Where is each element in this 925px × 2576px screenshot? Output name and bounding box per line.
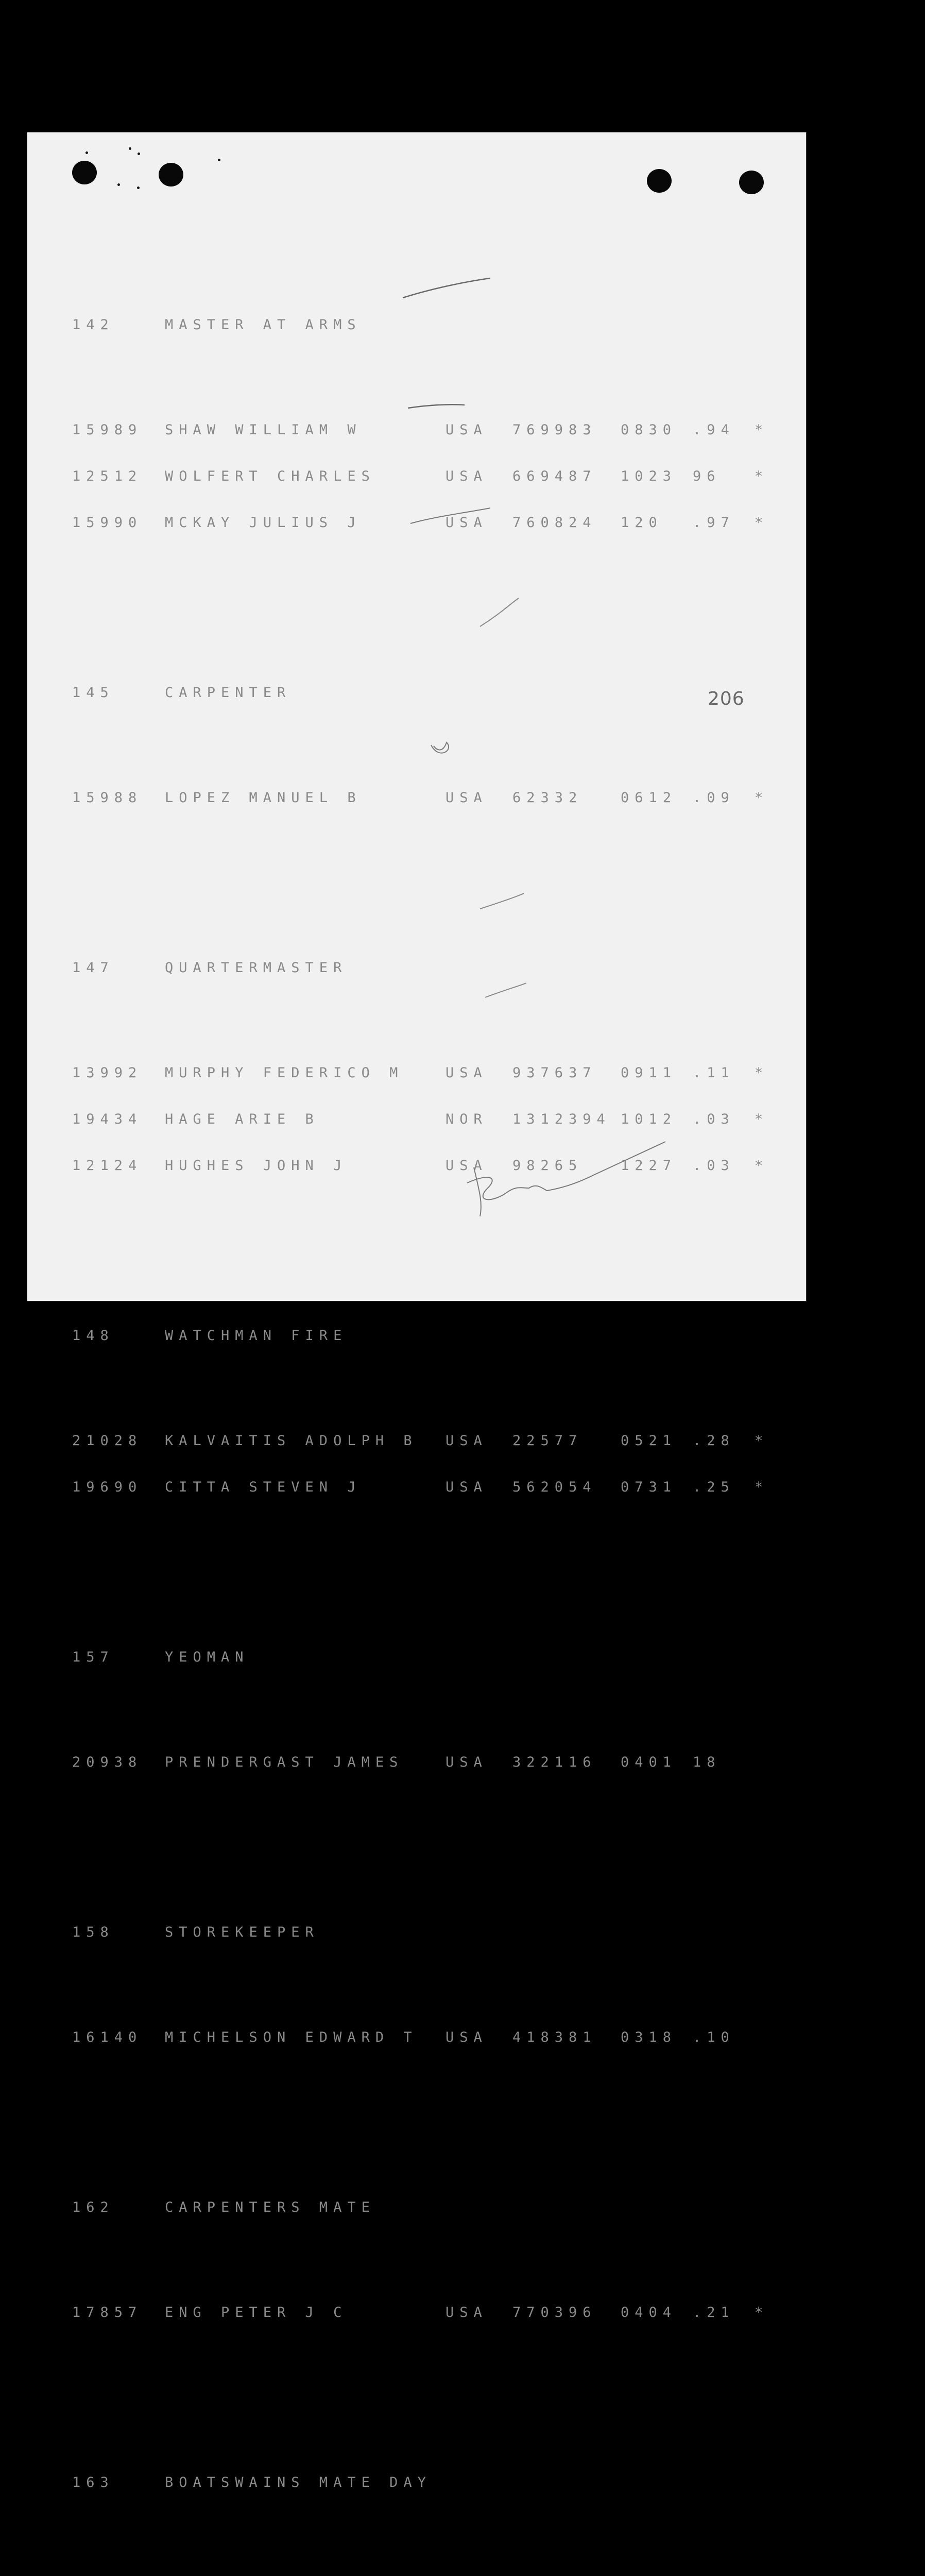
crew-row — [72, 515, 793, 531]
rating-section — [72, 654, 793, 868]
crew-name: MCKAY JULIUS J — [165, 515, 362, 531]
rating-header — [72, 317, 793, 333]
crew-id: 21028 — [72, 1433, 143, 1449]
crew-id: 12124 — [72, 1158, 143, 1174]
crew-name: WOLFERT CHARLES — [165, 468, 375, 484]
crew-flag — [755, 2030, 775, 2045]
crew-row — [72, 2305, 793, 2320]
rating-code: 148 — [72, 1328, 114, 1344]
crew-country: USA — [446, 468, 488, 484]
crew-row — [72, 790, 793, 806]
rating-section — [72, 1297, 793, 1557]
crew-date: 0521 — [621, 1433, 677, 1449]
service-number: 418381 — [512, 2029, 597, 2045]
document-page — [27, 132, 807, 2490]
crew-country: NOR — [446, 1111, 488, 1127]
crew-code: .03 — [693, 1158, 735, 1174]
rating-section — [72, 1894, 793, 2107]
rating-header — [72, 1925, 793, 1940]
crew-country: USA — [446, 1433, 488, 1449]
crew-flag: * — [755, 1479, 769, 1495]
crew-id: 19690 — [72, 1479, 143, 1495]
ink-speck — [129, 147, 131, 150]
crew-code: .10 — [693, 2029, 735, 2045]
crew-country: USA — [446, 515, 488, 531]
rating-code: 157 — [72, 1649, 114, 1665]
service-number: 937637 — [512, 1065, 597, 1081]
crew-flag: * — [755, 422, 769, 438]
punch-hole — [159, 163, 183, 187]
crew-date: 0401 — [621, 1754, 677, 1770]
crew-id: 20938 — [72, 1754, 143, 1770]
crew-id: 19434 — [72, 1111, 143, 1127]
crew-name: CITTA STEVEN J — [165, 1479, 362, 1495]
crew-date: 1023 — [621, 468, 677, 484]
crew-date: 0731 — [621, 1479, 677, 1495]
rating-header — [72, 685, 793, 701]
rating-header — [72, 2200, 793, 2215]
crew-flag: * — [755, 1433, 769, 1449]
rating-code: 163 — [72, 2475, 114, 2490]
crew-code: .21 — [693, 2304, 735, 2320]
crew-code: 96 — [693, 468, 721, 484]
crew-country: USA — [446, 1754, 488, 1770]
crew-id: 16140 — [72, 2029, 143, 2045]
service-number: 769983 — [512, 422, 597, 438]
crew-code: .28 — [693, 1433, 735, 1449]
ink-speck — [218, 159, 220, 161]
rating-section — [72, 286, 793, 592]
service-number: 62332 — [512, 790, 583, 806]
crew-date: 0404 — [621, 2304, 677, 2320]
rating-title: WATCHMAN FIRE — [165, 1328, 348, 1344]
crew-flag: * — [755, 515, 769, 531]
rating-header — [72, 1650, 793, 1665]
crew-name: SHAW WILLIAM W — [165, 422, 362, 438]
crew-code: .25 — [693, 1479, 735, 1495]
crew-flag — [755, 1755, 775, 1770]
ink-speck — [117, 183, 120, 186]
crew-flag: * — [755, 1111, 769, 1127]
crew-country: USA — [446, 2029, 488, 2045]
crew-flag: * — [755, 790, 769, 806]
crew-flag: * — [755, 1065, 769, 1081]
punch-hole — [72, 161, 97, 184]
rating-section — [72, 929, 793, 1235]
rating-header — [72, 1328, 793, 1344]
crew-date: 1012 — [621, 1111, 677, 1127]
crew-flag: * — [755, 2304, 769, 2320]
punch-hole — [739, 171, 764, 194]
service-number: 770396 — [512, 2304, 597, 2320]
crew-date: 1227 — [621, 1158, 677, 1174]
rating-code: 145 — [72, 685, 114, 701]
service-number: 98265 — [512, 1158, 583, 1174]
service-number: 22577 — [512, 1433, 583, 1449]
rating-title: BOATSWAINS MATE DAY — [165, 2475, 432, 2490]
crew-code: 18 — [693, 1754, 721, 1770]
crew-name: ENG PETER J C — [165, 2304, 348, 2320]
ink-speck — [137, 187, 140, 189]
crew-row — [72, 1065, 793, 1081]
rating-section — [72, 1619, 793, 1832]
service-number: 562054 — [512, 1479, 597, 1495]
rating-section — [72, 2444, 793, 2576]
crew-code: .97 — [693, 515, 735, 531]
crew-name: KALVAITIS ADOLPH B — [165, 1433, 418, 1449]
rating-code: 158 — [72, 1924, 114, 1940]
crew-name: PRENDERGAST JAMES — [165, 1754, 404, 1770]
crew-code: .94 — [693, 422, 735, 438]
rating-title: CARPENTER — [165, 685, 292, 701]
crew-country: USA — [446, 1065, 488, 1081]
crew-id: 15988 — [72, 790, 143, 806]
ink-speck — [138, 152, 140, 155]
crew-list — [72, 240, 793, 2576]
crew-country: USA — [446, 1479, 488, 1495]
crew-row — [72, 1158, 793, 1174]
crew-id: 15990 — [72, 515, 143, 531]
crew-row — [72, 1112, 793, 1127]
crew-date: 0911 — [621, 1065, 677, 1081]
crew-country: USA — [446, 790, 488, 806]
crew-code: .11 — [693, 1065, 735, 1081]
rating-title: STOREKEEPER — [165, 1924, 319, 1940]
crew-row — [72, 1480, 793, 1495]
crew-country: USA — [446, 2304, 488, 2320]
service-number: 760824 — [512, 515, 597, 531]
crew-id: 17857 — [72, 2304, 143, 2320]
crew-date: 0318 — [621, 2029, 677, 2045]
crew-flag: * — [755, 468, 769, 484]
ink-speck — [85, 151, 88, 154]
service-number: 1312394 — [512, 1111, 611, 1127]
crew-code: .09 — [693, 790, 735, 806]
crew-name: HUGHES JOHN J — [165, 1158, 348, 1174]
rating-title: MASTER AT ARMS — [165, 317, 362, 333]
crew-row — [72, 469, 793, 484]
service-number: 322116 — [512, 1754, 597, 1770]
crew-id: 15989 — [72, 422, 143, 438]
crew-country: USA — [446, 422, 488, 438]
rating-header — [72, 2475, 793, 2490]
crew-id: 12512 — [72, 468, 143, 484]
crew-row — [72, 1433, 793, 1449]
rating-title: YEOMAN — [165, 1649, 249, 1665]
crew-row — [72, 422, 793, 438]
crew-row — [72, 2030, 793, 2045]
service-number: 669487 — [512, 468, 597, 484]
crew-flag: * — [755, 1158, 769, 1174]
rating-code: 142 — [72, 317, 114, 333]
crew-name: HAGE ARIE B — [165, 1111, 319, 1127]
rating-section — [72, 2169, 793, 2382]
crew-id: 13992 — [72, 1065, 143, 1081]
crew-name: MICHELSON EDWARD T — [165, 2029, 418, 2045]
rating-title: QUARTERMASTER — [165, 960, 348, 976]
rating-code: 162 — [72, 2199, 114, 2215]
crew-date: 0830 — [621, 422, 677, 438]
crew-row — [72, 1755, 793, 1770]
rating-code: 147 — [72, 960, 114, 976]
crew-name: MURPHY FEDERICO M — [165, 1065, 404, 1081]
crew-date: 0612 — [621, 790, 677, 806]
rating-title: CARPENTERS MATE — [165, 2199, 375, 2215]
rating-header — [72, 960, 793, 976]
crew-country: USA — [446, 1158, 488, 1174]
crew-date: 120 — [621, 515, 663, 531]
punch-hole — [647, 169, 672, 193]
page-number: 206 — [708, 688, 745, 709]
crew-name: LOPEZ MANUEL B — [165, 790, 362, 806]
crew-code: .03 — [693, 1111, 735, 1127]
